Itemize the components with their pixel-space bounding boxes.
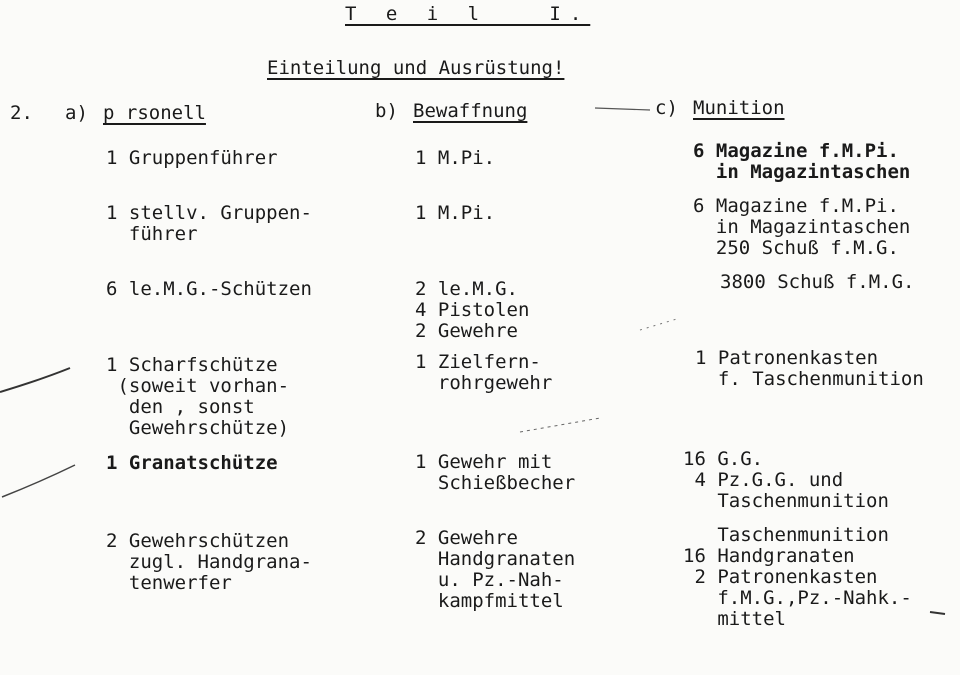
row6-personnel: 2 Gewehrschützen zugl. Handgrana- tenwerfer — [106, 530, 312, 594]
column-b-title: Bewaffnung — [413, 100, 528, 122]
row2-weapons: 1 M.Pi. — [415, 202, 496, 224]
row4-personnel: 1 Scharfschütze (soweit vorhan- den , sonst Gewehrschütze) — [106, 354, 290, 439]
row6-ammo: Taschenmunition 16 Handgranaten 2 Patronenkasten f.M.G.,Pz.-Nahk.- mittel — [683, 524, 912, 630]
column-b-label: b) — [375, 100, 398, 122]
row5-ammo: 16 G.G. 4 Pz.G.G. und Taschenmunition — [683, 448, 889, 512]
column-c-title: Munition — [693, 97, 785, 119]
row3-personnel: 6 le.M.G.-Schützen — [106, 278, 312, 300]
column-a-title: p rsonell — [103, 102, 206, 124]
row5-weapons: 1 Gewehr mit Schießbecher — [415, 451, 576, 494]
row1-weapons: 1 M.Pi. — [415, 147, 496, 169]
row1-personnel: 1 Gruppenführer — [106, 147, 278, 169]
row4-weapons: 1 Zielfern- rohrgewehr — [415, 351, 553, 394]
document-subheading: Einteilung und Ausrüstung! — [267, 57, 565, 79]
row5-personnel: 1 Granatschütze — [106, 452, 278, 474]
row3-weapons: 2 le.M.G. 4 Pistolen 2 Gewehre — [415, 278, 530, 342]
row6-weapons: 2 Gewehre Handgranaten u. Pz.-Nah- kampfmittel — [415, 527, 576, 612]
section-number: 2. — [10, 102, 33, 124]
row2-ammo: 6 Magazine f.M.Pi. in Magazintaschen 250 Schuß f.M.G. — [693, 195, 911, 259]
row3-ammo: 3800 Schuß f.M.G. — [720, 271, 915, 293]
row2-personnel: 1 stellv. Gruppen- führer — [106, 202, 312, 245]
column-a-label: a) — [65, 102, 88, 124]
document-heading: T e i l I. — [345, 3, 591, 25]
row4-ammo: 1 Patronenkasten f. Taschenmunition — [695, 347, 924, 390]
row1-ammo: 6 Magazine f.M.Pi. in Magazintaschen — [693, 140, 911, 183]
column-c-label: c) — [655, 97, 678, 119]
